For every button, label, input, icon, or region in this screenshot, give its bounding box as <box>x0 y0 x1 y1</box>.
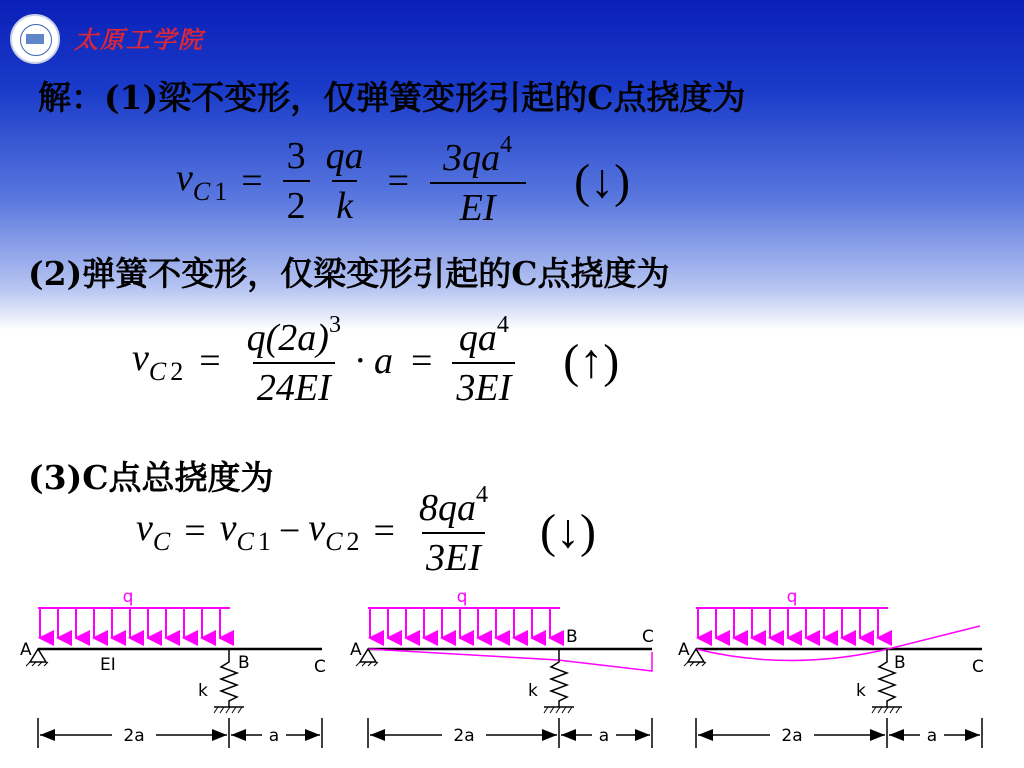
eq3-t2-sub: C <box>325 526 343 556</box>
d1-dim-a: a <box>268 726 280 746</box>
d2-dim-a: a <box>598 726 610 746</box>
eq1-frac-3-2 <box>283 134 310 228</box>
eq2-frac-main <box>243 312 345 410</box>
eq1-frac-result <box>429 132 526 230</box>
d2-dim-2a: 2a <box>453 726 475 746</box>
eq3-minus: − <box>278 510 301 552</box>
eq3-lhs-sub: C <box>152 526 171 556</box>
eq2-f1-num: q(2a) <box>246 317 329 359</box>
eq2-f2-sup: 4 <box>496 312 509 338</box>
eq1-lhs-sub-n: 1 <box>214 176 228 206</box>
seal-building-icon <box>26 34 44 44</box>
d2-spring <box>551 649 567 707</box>
eq3-t1-var: v <box>219 506 237 549</box>
eq2-frac-result <box>452 312 515 410</box>
equation-3 <box>136 482 596 580</box>
eq3-t1-sub-n: 1 <box>257 526 271 556</box>
d3-deflected-shape <box>696 626 980 661</box>
d3-label-B: B <box>894 653 906 673</box>
d3-label-A: A <box>678 640 690 660</box>
school-seal-logo <box>10 14 60 64</box>
d2-label-q: q <box>456 587 468 607</box>
d1-spring <box>221 649 237 707</box>
eq3-equals-2: = <box>373 510 395 552</box>
eq2-f1-sup: 3 <box>328 312 341 338</box>
step2-heading: (2)弹簧不变形，仅梁变形引起的C点挠度为 <box>28 254 670 293</box>
eq1-f1-num: 3 <box>286 135 306 177</box>
eq3-f-den: 3EI <box>426 537 481 579</box>
d1-label-q: q <box>122 587 134 607</box>
eq2-lhs-var: v <box>132 336 149 379</box>
d1-ground-hatch-b <box>214 707 242 713</box>
eq3-f-num: 8qa <box>418 487 476 529</box>
eq3-frac-result <box>415 482 492 580</box>
diagram-2 <box>350 587 654 748</box>
eq2-f2-den: 3EI <box>456 367 512 409</box>
d1-distributed-load-arrows <box>40 608 220 638</box>
eq1-f3-num: 3qa <box>443 137 501 179</box>
eq3-t2-var: v <box>308 506 326 549</box>
diagram-3 <box>678 587 984 748</box>
eq1-f1-den: 2 <box>283 180 310 228</box>
d3-dim-2a: 2a <box>781 726 803 746</box>
step3-heading: (3)C点总挠度为 <box>28 458 274 497</box>
eq1-f2-den: k <box>336 185 354 227</box>
eq3-direction-down: (↓) <box>539 504 596 558</box>
d2-label-A: A <box>350 640 362 660</box>
d2-label-C: C <box>642 627 654 647</box>
d2-label-k: k <box>528 681 538 701</box>
d1-label-k: k <box>198 681 208 701</box>
d3-label-C: C <box>972 657 984 677</box>
eq1-direction-down: (↓) <box>574 154 631 208</box>
eq2-direction-up: (↑) <box>563 334 620 388</box>
eq1-f2-num: qa <box>325 135 364 177</box>
eq1-equals-2: = <box>387 160 410 202</box>
eq2-dot-a: · a <box>354 340 393 382</box>
eq1-f3-den: EI <box>459 187 496 229</box>
d1-label-EI: EI <box>100 655 116 675</box>
eq2-lhs-sub-n: 2 <box>170 356 184 386</box>
school-name-logo: 太原工学院 <box>74 25 204 54</box>
eq2-equals-2: = <box>410 340 433 382</box>
d1-dim-2a: 2a <box>123 726 145 746</box>
d2-label-B: B <box>566 627 578 647</box>
eq3-t2-sub-n: 2 <box>346 526 360 556</box>
eq3-f-sup: 4 <box>475 482 488 508</box>
d3-spring <box>879 649 895 707</box>
eq1-equals: = <box>241 160 263 202</box>
d3-distributed-load-arrows <box>698 608 878 638</box>
d2-distributed-load-arrows <box>370 608 550 638</box>
d2-deflected-shape <box>368 649 652 671</box>
d1-label-A: A <box>20 640 32 660</box>
eq1-lhs-var: v <box>176 156 193 199</box>
d1-label-B: B <box>238 653 250 673</box>
eq1-f3-sup: 4 <box>500 132 513 158</box>
d3-label-k: k <box>856 681 866 701</box>
eq2-f1-den: 24EI <box>256 367 331 409</box>
d3-dim-a: a <box>926 726 938 746</box>
eq1-frac-qa-k <box>322 134 368 228</box>
eq1-lhs-sub: C <box>192 176 211 206</box>
diagram-1 <box>20 587 326 748</box>
equation-1 <box>176 132 630 230</box>
eq3-t1-sub: C <box>236 526 254 556</box>
eq3-equals: = <box>184 510 206 552</box>
d1-label-C: C <box>314 657 326 677</box>
d1-pin-support <box>30 649 46 662</box>
d2-pin-support <box>360 649 376 662</box>
step1-heading: 解：(1)梁不变形，仅弹簧变形引起的C点挠度为 <box>38 78 746 117</box>
equation-2 <box>132 312 619 410</box>
eq3-lhs-var: v <box>136 506 153 549</box>
d3-label-q: q <box>786 587 798 607</box>
beam-diagrams <box>0 580 1024 768</box>
eq2-f2-num: qa <box>458 317 497 359</box>
eq2-lhs-sub: C <box>148 356 167 386</box>
eq2-equals: = <box>199 340 221 382</box>
